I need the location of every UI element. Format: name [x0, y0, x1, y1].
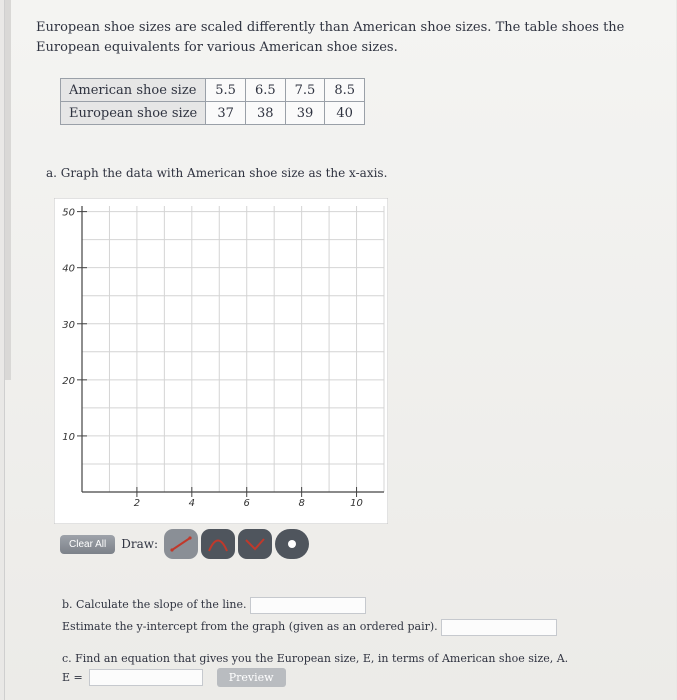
line-tool-icon [170, 536, 192, 552]
x-tick-label: 4 [188, 498, 196, 509]
intercept-row [62, 616, 557, 638]
part-b-section [62, 594, 557, 638]
table-row [61, 102, 365, 125]
clear-all-button[interactable]: Clear All [60, 535, 115, 554]
y-tick-label: 10 [62, 431, 75, 443]
preview-button[interactable]: Preview [217, 668, 286, 687]
intercept-prompt: Estimate the y-intercept from the graph (given as an ordered pair). [62, 620, 438, 633]
problem-intro: European shoe sizes are scaled differently than American shoe sizes. The table shoes the European equivalents for various American shoe sizes. [36, 20, 625, 55]
graph-background [54, 198, 388, 524]
part-c-prompt: c. Find an equation that gives you the European size, E, in terms of American shoe size, A. [62, 652, 569, 665]
equation-input[interactable] [89, 669, 203, 686]
table-cell: 6.5 [245, 79, 285, 102]
table-cell: 5.5 [206, 79, 246, 102]
y-tick-label: 20 [62, 375, 75, 387]
x-tick-label: 8 [298, 498, 305, 509]
x-tick-label: 2 [133, 498, 141, 509]
part-a-prompt: a. Graph the data with American shoe size as the x-axis. [46, 166, 388, 180]
slope-row [62, 594, 557, 616]
parabola-tool-button[interactable] [201, 529, 235, 559]
equation-row [62, 668, 286, 687]
table-cell: 37 [206, 102, 246, 125]
vee-tool-icon [244, 536, 266, 552]
point-tool-icon [286, 538, 298, 550]
page-edge [5, 0, 11, 380]
draw-label: Draw: [121, 537, 159, 551]
table-cell: 7.5 [285, 79, 325, 102]
parabola-tool-icon [207, 536, 229, 552]
equation-label: E = [62, 671, 83, 684]
shoe-size-table [60, 78, 365, 125]
y-tick-label: 30 [62, 319, 75, 331]
slope-input[interactable] [250, 597, 366, 614]
point-tool-button[interactable] [275, 529, 309, 559]
x-tick-label: 6 [243, 498, 250, 509]
y-tick-label: 40 [62, 263, 75, 275]
intercept-input[interactable] [441, 619, 557, 636]
slope-prompt: b. Calculate the slope of the line. [62, 598, 247, 611]
table-cell: 39 [285, 102, 325, 125]
x-tick-label: 10 [350, 498, 363, 509]
draw-toolbar [60, 528, 312, 560]
table-cell: 8.5 [325, 79, 365, 102]
row-header-european: European shoe size [61, 102, 206, 125]
row-header-american: American shoe size [61, 79, 206, 102]
y-tick-label: 50 [62, 207, 75, 219]
vee-tool-button[interactable] [238, 529, 272, 559]
graph-canvas[interactable] [54, 198, 388, 524]
table-cell: 38 [245, 102, 285, 125]
table-cell: 40 [325, 102, 365, 125]
line-tool-button[interactable] [164, 529, 198, 559]
table-row [61, 79, 365, 102]
